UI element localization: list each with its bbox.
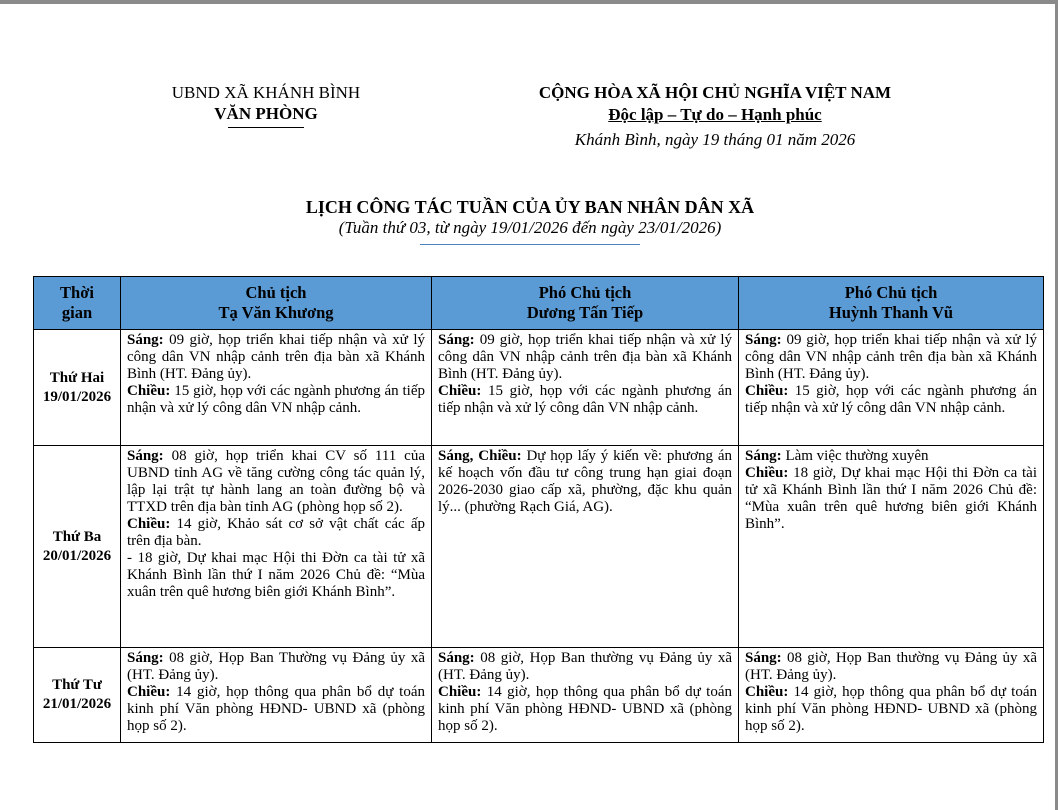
schedule-cell: [739, 446, 1044, 648]
schedule-cell: [121, 446, 432, 648]
session-detail: 15 giờ, họp với các ngành phương án tiếp nhận và xử lý công dân VN nhập cảnh.: [438, 383, 732, 416]
schedule-entry: [745, 650, 1037, 684]
table-row: [34, 648, 1044, 743]
session-label: Sáng:: [745, 332, 782, 348]
column-header-vice-chairman-1: Phó Chủ tịch Dương Tấn Tiếp: [432, 277, 739, 330]
session-detail: 18 giờ, Dự khai mạc Hội thi Đờn ca tài tử xã Khánh Bình lần thứ I năm 2026 Chủ đề: “Mùa xuân trên quê hương biên giới Khánh Bình”.: [745, 465, 1037, 532]
session-label: Sáng:: [745, 448, 782, 464]
session-detail: 09 giờ, họp triển khai tiếp nhận và xử lý công dân VN nhập cảnh trên địa bàn xã Khánh Bình (HT. Đảng ủy).: [745, 332, 1037, 382]
session-label: Chiều:: [127, 516, 171, 532]
country-name: CỘNG HÒA XÃ HỘI CHỦ NGHĨA VIỆT NAM: [538, 83, 892, 102]
place-and-date: Khánh Bình, ngày 19 tháng 01 năm 2026: [574, 130, 856, 149]
window-top-border: [0, 0, 1058, 4]
schedule-entry: [745, 465, 1037, 533]
schedule-entry: [127, 383, 425, 417]
session-label: Chiều:: [745, 383, 789, 399]
schedule-entry: [127, 650, 425, 684]
session-label: Chiều:: [438, 684, 482, 700]
weekly-schedule-table: [33, 276, 1044, 743]
schedule-entry: [745, 448, 1037, 465]
column-header-time: Thời gian: [34, 277, 121, 330]
session-label: Sáng:: [127, 448, 164, 464]
session-label: Chiều:: [745, 465, 789, 481]
schedule-entry: [745, 332, 1037, 383]
table-row: [34, 446, 1044, 648]
issuing-office-block: [150, 82, 382, 128]
schedule-entry: [438, 448, 732, 516]
session-detail: 08 giờ, Họp Ban thường vụ Đảng ủy xã (HT. Đảng ủy).: [745, 650, 1037, 683]
schedule-cell: [432, 330, 739, 446]
schedule-cell: [432, 648, 739, 743]
session-label: Sáng:: [438, 332, 475, 348]
session-label: Chiều:: [127, 383, 171, 399]
schedule-entry: [127, 550, 425, 601]
table-row: [34, 330, 1044, 446]
schedule-entry: [127, 516, 425, 550]
schedule-entry: [127, 332, 425, 383]
session-detail: 09 giờ, họp triển khai tiếp nhận và xử lý công dân VN nhập cảnh trên địa bàn xã Khánh Bình (HT. Đảng ủy).: [438, 332, 732, 382]
office-underline: [228, 127, 304, 128]
session-detail: 14 giờ, Khảo sát cơ sở vật chất các ấp trên địa bàn.: [127, 516, 425, 549]
session-label: Chiều:: [438, 383, 482, 399]
issuing-org: UBND XÃ KHÁNH BÌNH: [171, 83, 361, 102]
session-label: Sáng:: [127, 650, 164, 666]
session-detail: 14 giờ, họp thông qua phân bổ dự toán kinh phí Văn phòng HĐND- UBND xã (phòng họp số 2).: [127, 684, 425, 734]
national-motto: Độc lập – Tự do – Hạnh phúc: [608, 105, 822, 124]
session-detail: 08 giờ, họp triển khai CV số 111 của UBND tỉnh AG về tăng cường công tác quản lý, lập lại trật tự hành lang an toàn đường bộ và TTXD trên địa bàn tỉnh AG (phòng họp số 2).: [127, 448, 425, 515]
day-cell: Thứ Hai 19/01/2026: [34, 330, 121, 446]
table-header-row: [34, 277, 1044, 330]
schedule-entry: [127, 684, 425, 735]
session-detail: Dự họp lấy ý kiến về: phương án kế hoạch vốn đầu tư công trung hạn giai đoạn 2026-2030 giao cấp xã, phường, đặc khu quản lý... (phường Rạch Giá, AG).: [438, 448, 732, 515]
schedule-entry: [438, 650, 732, 684]
schedule-cell: [432, 446, 739, 648]
schedule-cell: [739, 330, 1044, 446]
title-divider: [420, 244, 640, 245]
session-detail: 15 giờ, họp với các ngành phương án tiếp nhận và xử lý công dân VN nhập cảnh.: [127, 383, 425, 416]
session-label: Sáng:: [745, 650, 782, 666]
schedule-entry: [745, 684, 1037, 735]
column-header-chairman: Chủ tịch Tạ Văn Khương: [121, 277, 432, 330]
session-detail: - 18 giờ, Dự khai mạc Hội thi Đờn ca tài tử xã Khánh Bình lần thứ I năm 2026 Chủ đề: “Mùa xuân trên quê hương biên giới Khánh Bình”.: [127, 550, 425, 600]
document-subtitle: (Tuần thứ 03, từ ngày 19/01/2026 đến ngày 23/01/2026): [338, 218, 722, 237]
session-detail: Làm việc thường xuyên: [781, 448, 929, 464]
document-title-block: [200, 196, 860, 245]
schedule-entry: [438, 684, 732, 735]
session-detail: 14 giờ, họp thông qua phân bổ dự toán kinh phí Văn phòng HĐND- UBND xã (phòng họp số 2).: [438, 684, 732, 734]
schedule-cell: [739, 648, 1044, 743]
schedule-entry: [438, 332, 732, 383]
schedule-entry: [438, 383, 732, 417]
day-cell: Thứ Tư 21/01/2026: [34, 648, 121, 743]
session-label: Sáng:: [438, 650, 475, 666]
session-label: Chiều:: [745, 684, 789, 700]
schedule-cell: [121, 330, 432, 446]
day-cell: Thứ Ba 20/01/2026: [34, 446, 121, 648]
schedule-cell: [121, 648, 432, 743]
issuing-office: VĂN PHÒNG: [214, 104, 318, 123]
session-detail: 08 giờ, Họp Ban Thường vụ Đảng ủy xã (HT. Đảng ủy).: [127, 650, 425, 683]
schedule-entry: [745, 383, 1037, 417]
session-detail: 15 giờ, họp với các ngành phương án tiếp nhận và xử lý công dân VN nhập cảnh.: [745, 383, 1037, 416]
session-label: Sáng:: [127, 332, 164, 348]
national-header-block: [500, 82, 930, 151]
document-title: LỊCH CÔNG TÁC TUẦN CỦA ỦY BAN NHÂN DÂN XÃ: [305, 197, 755, 217]
session-label: Chiều:: [127, 684, 171, 700]
session-detail: 09 giờ, họp triển khai tiếp nhận và xử lý công dân VN nhập cảnh trên địa bàn xã Khánh Bình (HT. Đảng ủy).: [127, 332, 425, 382]
session-detail: 08 giờ, Họp Ban thường vụ Đảng ủy xã (HT. Đảng ủy).: [438, 650, 732, 683]
session-detail: 14 giờ, họp thông qua phân bổ dự toán kinh phí Văn phòng HĐND- UBND xã (phòng họp số 2).: [745, 684, 1037, 734]
session-label: Sáng, Chiều:: [438, 448, 522, 464]
schedule-entry: [127, 448, 425, 516]
column-header-vice-chairman-2: Phó Chủ tịch Huỳnh Thanh Vũ: [739, 277, 1044, 330]
